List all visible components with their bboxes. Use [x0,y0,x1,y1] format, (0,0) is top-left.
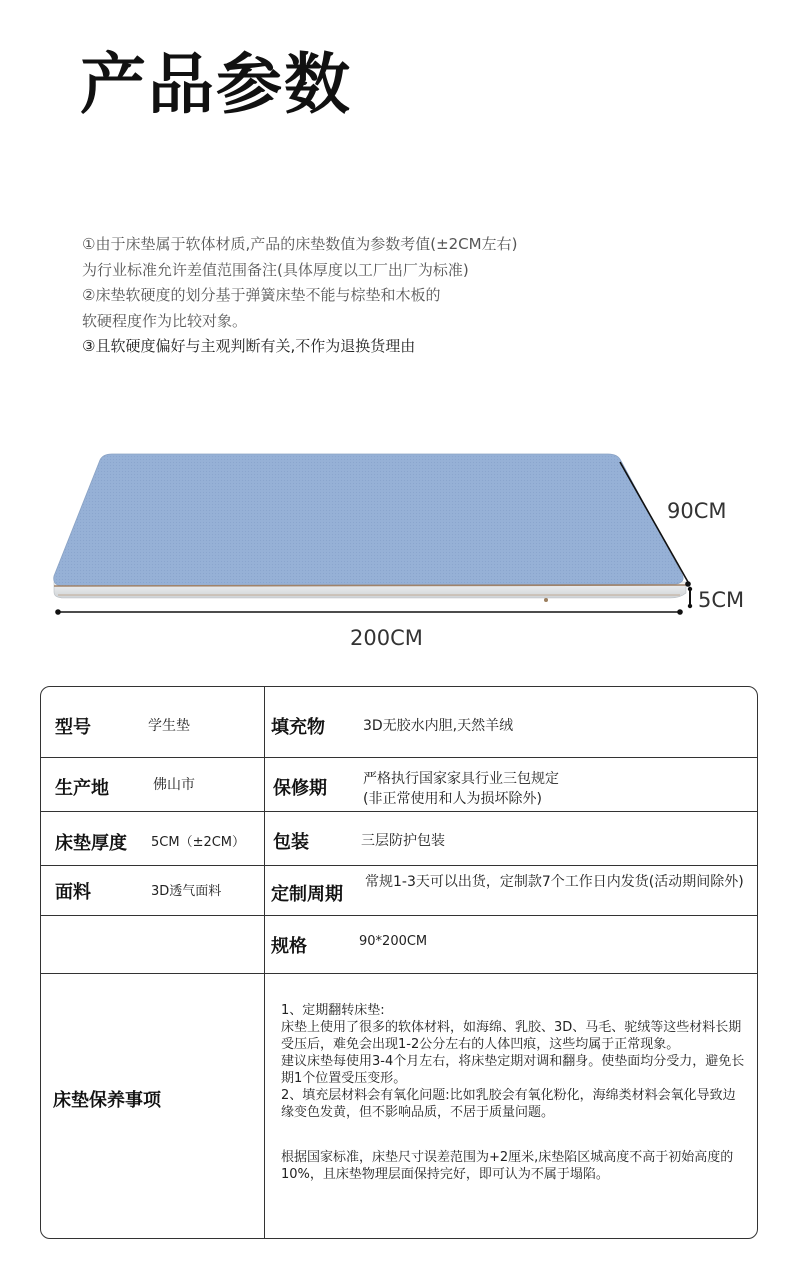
note-line: ①由于床垫属于软体材质,产品的床垫数值为参数考值(±2CM左右) [82,235,518,253]
package-label: 包装 [273,832,309,853]
warranty-value-line-1: 严格执行国家家具行业三包规定 [363,771,559,787]
note-line: ②床垫软硬度的划分基于弹簧床垫不能与棕垫和木板的 [82,286,441,304]
care-paragraph: 床垫上使用了很多的软体材料，如海绵、乳胶、3D、马毛、驼绒等这些材料长期受压后，难免会出现1-2公分左右的人体凹痕，这些均属于正常现象。 [281,1020,742,1052]
mattress-top [54,454,683,586]
size-label: 规格 [271,936,307,957]
care-label: 床垫保养事项 [53,1090,161,1111]
custom-period-value: 常规1-3天可以出货，定制款7个工作日内发货(活动期间除外) [365,874,744,890]
model-label: 型号 [55,717,91,738]
origin-value: 佛山市 [153,777,195,793]
notes-block [82,232,702,360]
care-paragraph: 根据国家标准，床垫尺寸误差范围为+2厘米,床垫陷区城高度不高于初始高度的10%，且床垫物理层面保持完好，即可认为不属于塌陷。 [281,1150,734,1182]
care-paragraph: 1、定期翻转床垫: [281,1003,385,1018]
table-row [41,915,757,973]
warranty-value-line-2: (非正常使用和人为损坏除外) [363,791,542,807]
care-text [281,1002,746,1183]
mattress-diagram [40,440,760,670]
note-line: 为行业标准允许差值范围备注(具体厚度以工厂出厂为标准) [82,260,469,279]
thickness-spec-value: 5CM（±2CM） [151,835,246,850]
spec-table [40,686,758,1239]
custom-period-label: 定制周期 [271,884,343,905]
thickness-label: 5CM [698,588,745,612]
table-row [41,973,757,1239]
width-label: 90CM [667,499,727,523]
care-paragraph: 2、填充层材料会有氧化问题:比如乳胶会有氧化粉化，海绵类材料会氧化导致边缘变色发黄，但不影响品质，不居于质量问题。 [281,1088,736,1120]
mattress-piping [54,585,686,586]
filling-value: 3D无胶水内胆,天然羊绒 [363,718,514,734]
length-label: 200CM [350,626,423,650]
note-line: ③且软硬度偏好与主观判断有关,不作为退换货理由 [82,337,416,355]
page-title: 产品参数 [80,46,352,123]
table-row [41,811,757,865]
model-value: 学生垫 [148,718,190,734]
table-row [41,687,757,757]
note-line: 软硬程度作为比较对象。 [82,311,248,330]
fabric-label: 面料 [55,882,91,903]
package-value: 三层防护包装 [361,833,445,849]
table-row [41,757,757,811]
care-paragraph: 建议床垫每使用3-4个月左右，将床垫定期对调和翻身。使垫面均分受力，避免长期1个位置受压变形。 [281,1054,745,1086]
size-value: 90*200CM [359,934,428,949]
warranty-label: 保修期 [273,778,327,799]
thickness-spec-label: 床垫厚度 [55,833,127,854]
table-row [41,865,757,915]
fabric-value: 3D透气面料 [151,884,222,899]
zipper-pull [544,598,548,602]
origin-label: 生产地 [55,778,109,799]
filling-label: 填充物 [271,717,325,738]
